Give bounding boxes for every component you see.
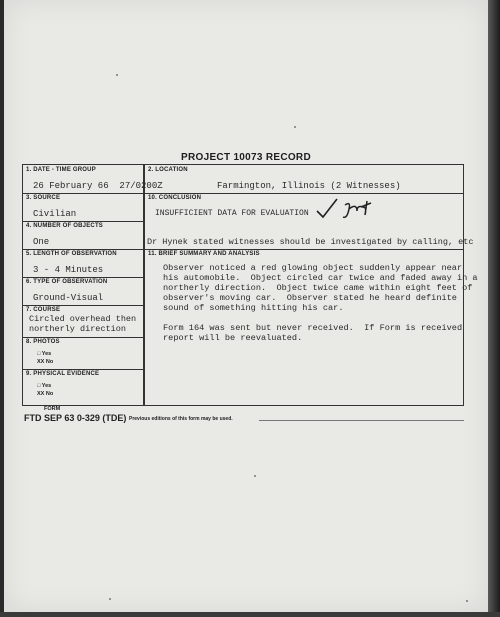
column-divider <box>143 165 145 405</box>
date-time-group-label: 1. DATE - TIME GROUP <box>26 167 96 173</box>
summary-line: sound of something hitting his car. <box>163 303 344 313</box>
physical-evidence-yes: □ Yes <box>37 383 52 389</box>
source-value: Civilian <box>33 209 77 219</box>
divider <box>23 369 143 370</box>
length-of-observation-value: 3 - 4 Minutes <box>33 265 104 275</box>
physical-evidence-no: XX No <box>37 391 54 397</box>
photos-yes: □ Yes <box>37 351 52 357</box>
physical-evidence-label: 9. PHYSICAL EVIDENCE <box>26 371 100 377</box>
summary-line: northerly direction. Object twice came within eight feet of <box>163 283 473 293</box>
divider <box>23 193 463 194</box>
divider <box>23 221 143 222</box>
location-label: 2. LOCATION <box>148 167 188 173</box>
summary-line: Observer noticed a red glowing object suddenly appear near <box>163 263 463 273</box>
number-of-objects-label: 4. NUMBER OF OBJECTS <box>26 223 104 229</box>
footer-rule <box>259 420 464 421</box>
type-of-observation-label: 6. TYPE OF OBSERVATION <box>26 279 108 285</box>
record-form <box>22 164 478 406</box>
summary-line: Form 164 was sent but never received. If Form is received <box>163 323 463 333</box>
footer-note: Previous editions of this form may be used. <box>129 416 233 422</box>
divider <box>23 305 143 306</box>
page-title: PROJECT 10073 RECORD <box>181 152 311 163</box>
conclusion-value: INSUFFICIENT DATA FOR EVALUATION <box>155 209 309 218</box>
footer-form-id: FTD SEP 63 0-329 (TDE) <box>24 413 127 423</box>
summary-line: report will be reevaluated. <box>163 333 303 343</box>
location-value: Farmington, Illinois (2 Witnesses) <box>217 181 401 191</box>
speck <box>254 475 256 477</box>
summary-line: observer's moving car. Observer stated he heard definite <box>163 293 457 303</box>
course-line: Circled overhead then <box>29 314 137 324</box>
divider <box>23 337 143 338</box>
divider <box>143 249 463 250</box>
speck <box>116 74 118 76</box>
handwritten-signature <box>313 195 393 223</box>
conclusion-label: 10. CONCLUSION <box>148 195 202 201</box>
type-of-observation-value: Ground-Visual <box>33 293 104 303</box>
scan-edge <box>488 0 500 617</box>
source-label: 3. SOURCE <box>26 195 61 201</box>
summary-label: 11. BRIEF SUMMARY AND ANALYSIS <box>148 251 260 257</box>
speck <box>466 600 468 602</box>
course-line: northerly direction <box>29 324 126 334</box>
speck <box>294 126 296 128</box>
footer-form-word: FORM <box>44 406 61 412</box>
photos-no: XX No <box>37 359 54 365</box>
length-of-observation-label: 5. LENGTH OF OBSERVATION <box>26 251 117 257</box>
date-time-group-value: 26 February 66 27/0200Z <box>33 181 163 191</box>
divider <box>23 249 143 250</box>
scan-edge <box>0 612 500 617</box>
number-of-objects-value: One <box>33 237 50 247</box>
speck <box>109 598 111 600</box>
photos-label: 8. PHOTOS <box>26 339 60 345</box>
document-sheet <box>4 0 488 612</box>
divider <box>23 277 143 278</box>
course-label: 7. COURSE <box>26 307 61 313</box>
conclusion-note: Dr Hynek stated witnesses should be investigated by calling, etc <box>147 237 474 247</box>
summary-line: his automobile. Object circled car twice and faded away in a <box>163 273 478 283</box>
